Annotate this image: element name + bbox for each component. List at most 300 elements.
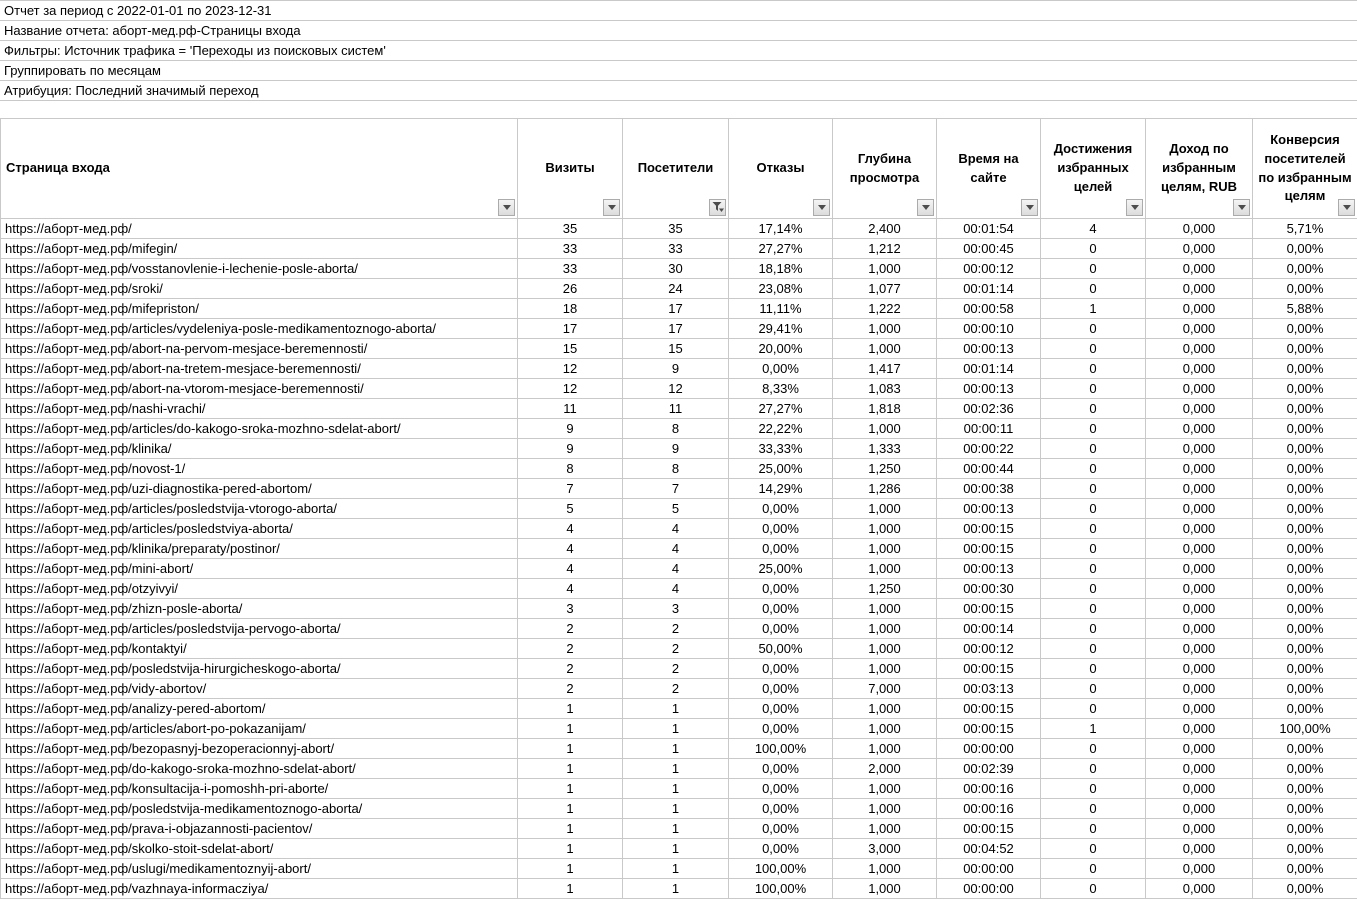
cell-goal-achievements[interactable]: 0 xyxy=(1041,819,1146,839)
cell-visits[interactable]: 4 xyxy=(518,559,623,579)
cell-goal-achievements[interactable]: 0 xyxy=(1041,759,1146,779)
cell-goal-conversion[interactable]: 0,00% xyxy=(1253,779,1357,799)
cell-bounces[interactable]: 22,22% xyxy=(729,419,833,439)
cell-bounces[interactable]: 0,00% xyxy=(729,759,833,779)
cell-bounces[interactable]: 11,11% xyxy=(729,299,833,319)
cell-entry-page[interactable]: https://аборт-мед.рф/articles/vydeleniya-posle-medikamentoznogo-aborta/ xyxy=(1,319,518,339)
cell-visits[interactable]: 4 xyxy=(518,579,623,599)
cell-visitors[interactable]: 5 xyxy=(623,499,729,519)
cell-goal-revenue[interactable]: 0,000 xyxy=(1146,639,1253,659)
cell-goal-achievements[interactable]: 4 xyxy=(1041,219,1146,239)
cell-goal-revenue[interactable]: 0,000 xyxy=(1146,659,1253,679)
cell-visitors[interactable]: 2 xyxy=(623,679,729,699)
cell-goal-revenue[interactable]: 0,000 xyxy=(1146,459,1253,479)
report-attribution-cell[interactable]: Атрибуция: Последний значимый переход xyxy=(0,81,1357,101)
cell-goal-revenue[interactable]: 0,000 xyxy=(1146,819,1253,839)
filter-button-view-depth[interactable] xyxy=(917,199,934,216)
cell-entry-page[interactable]: https://аборт-мед.рф/klinika/ xyxy=(1,439,518,459)
cell-goal-conversion[interactable]: 0,00% xyxy=(1253,799,1357,819)
cell-visits[interactable]: 4 xyxy=(518,539,623,559)
cell-visitors[interactable]: 4 xyxy=(623,579,729,599)
cell-view-depth[interactable]: 1,000 xyxy=(833,639,937,659)
cell-goal-achievements[interactable]: 0 xyxy=(1041,619,1146,639)
cell-time-on-site[interactable]: 00:01:14 xyxy=(937,279,1041,299)
cell-goal-achievements[interactable]: 0 xyxy=(1041,639,1146,659)
cell-time-on-site[interactable]: 00:00:15 xyxy=(937,719,1041,739)
cell-goal-revenue[interactable]: 0,000 xyxy=(1146,259,1253,279)
cell-view-depth[interactable]: 1,333 xyxy=(833,439,937,459)
cell-view-depth[interactable]: 1,818 xyxy=(833,399,937,419)
cell-bounces[interactable]: 8,33% xyxy=(729,379,833,399)
column-header-entry-page[interactable] xyxy=(1,119,518,219)
cell-goal-conversion[interactable]: 0,00% xyxy=(1253,439,1357,459)
cell-view-depth[interactable]: 1,000 xyxy=(833,659,937,679)
cell-goal-conversion[interactable]: 5,71% xyxy=(1253,219,1357,239)
cell-visits[interactable]: 5 xyxy=(518,499,623,519)
cell-visitors[interactable]: 9 xyxy=(623,439,729,459)
cell-visitors[interactable]: 11 xyxy=(623,399,729,419)
cell-view-depth[interactable]: 1,000 xyxy=(833,599,937,619)
cell-goal-achievements[interactable]: 0 xyxy=(1041,859,1146,879)
cell-time-on-site[interactable]: 00:00:13 xyxy=(937,379,1041,399)
cell-bounces[interactable]: 50,00% xyxy=(729,639,833,659)
cell-time-on-site[interactable]: 00:00:45 xyxy=(937,239,1041,259)
cell-goal-conversion[interactable]: 0,00% xyxy=(1253,579,1357,599)
cell-visitors[interactable]: 15 xyxy=(623,339,729,359)
column-header-goal-conversion[interactable] xyxy=(1253,119,1357,219)
cell-visits[interactable]: 8 xyxy=(518,459,623,479)
cell-time-on-site[interactable]: 00:00:44 xyxy=(937,459,1041,479)
cell-bounces[interactable]: 0,00% xyxy=(729,599,833,619)
cell-goal-achievements[interactable]: 0 xyxy=(1041,599,1146,619)
cell-visits[interactable]: 1 xyxy=(518,719,623,739)
cell-goal-achievements[interactable]: 1 xyxy=(1041,719,1146,739)
cell-goal-revenue[interactable]: 0,000 xyxy=(1146,799,1253,819)
cell-view-depth[interactable]: 3,000 xyxy=(833,839,937,859)
cell-entry-page[interactable]: https://аборт-мед.рф/mini-abort/ xyxy=(1,559,518,579)
cell-goal-conversion[interactable]: 0,00% xyxy=(1253,859,1357,879)
cell-time-on-site[interactable]: 00:00:13 xyxy=(937,559,1041,579)
report-period-cell[interactable]: Отчет за период с 2022-01-01 по 2023-12-31 xyxy=(0,0,1357,21)
cell-time-on-site[interactable]: 00:00:15 xyxy=(937,659,1041,679)
cell-view-depth[interactable]: 1,000 xyxy=(833,619,937,639)
cell-visits[interactable]: 12 xyxy=(518,359,623,379)
cell-goal-revenue[interactable]: 0,000 xyxy=(1146,539,1253,559)
cell-entry-page[interactable]: https://аборт-мед.рф/mifepriston/ xyxy=(1,299,518,319)
filter-button-goal-conversion[interactable] xyxy=(1338,199,1355,216)
report-grouping-cell[interactable]: Группировать по месяцам xyxy=(0,61,1357,81)
cell-visitors[interactable]: 7 xyxy=(623,479,729,499)
cell-goal-revenue[interactable]: 0,000 xyxy=(1146,399,1253,419)
cell-goal-achievements[interactable]: 1 xyxy=(1041,299,1146,319)
column-header-goal-revenue[interactable] xyxy=(1146,119,1253,219)
cell-view-depth[interactable]: 1,077 xyxy=(833,279,937,299)
cell-view-depth[interactable]: 1,000 xyxy=(833,819,937,839)
cell-visitors[interactable]: 8 xyxy=(623,459,729,479)
cell-bounces[interactable]: 100,00% xyxy=(729,859,833,879)
cell-goal-conversion[interactable]: 0,00% xyxy=(1253,699,1357,719)
cell-view-depth[interactable]: 1,286 xyxy=(833,479,937,499)
cell-visits[interactable]: 7 xyxy=(518,479,623,499)
cell-bounces[interactable]: 100,00% xyxy=(729,739,833,759)
filter-button-entry-page[interactable] xyxy=(498,199,515,216)
cell-time-on-site[interactable]: 00:00:16 xyxy=(937,779,1041,799)
cell-goal-revenue[interactable]: 0,000 xyxy=(1146,479,1253,499)
cell-goal-conversion[interactable]: 0,00% xyxy=(1253,599,1357,619)
column-header-visitors[interactable] xyxy=(623,119,729,219)
cell-bounces[interactable]: 25,00% xyxy=(729,559,833,579)
cell-visits[interactable]: 2 xyxy=(518,679,623,699)
cell-goal-revenue[interactable]: 0,000 xyxy=(1146,679,1253,699)
cell-goal-achievements[interactable]: 0 xyxy=(1041,559,1146,579)
cell-visits[interactable]: 1 xyxy=(518,839,623,859)
cell-goal-achievements[interactable]: 0 xyxy=(1041,339,1146,359)
cell-goal-achievements[interactable]: 0 xyxy=(1041,799,1146,819)
cell-time-on-site[interactable]: 00:00:00 xyxy=(937,859,1041,879)
cell-goal-achievements[interactable]: 0 xyxy=(1041,679,1146,699)
cell-bounces[interactable]: 0,00% xyxy=(729,679,833,699)
cell-time-on-site[interactable]: 00:02:36 xyxy=(937,399,1041,419)
cell-goal-conversion[interactable]: 0,00% xyxy=(1253,459,1357,479)
cell-visitors[interactable]: 2 xyxy=(623,619,729,639)
cell-bounces[interactable]: 0,00% xyxy=(729,699,833,719)
cell-visits[interactable]: 1 xyxy=(518,799,623,819)
cell-goal-achievements[interactable]: 0 xyxy=(1041,359,1146,379)
cell-goal-conversion[interactable]: 0,00% xyxy=(1253,279,1357,299)
cell-visits[interactable]: 1 xyxy=(518,759,623,779)
filter-button-visitors[interactable] xyxy=(709,199,726,216)
column-header-goal-achievements[interactable] xyxy=(1041,119,1146,219)
cell-goal-conversion[interactable]: 0,00% xyxy=(1253,319,1357,339)
cell-visitors[interactable]: 1 xyxy=(623,839,729,859)
cell-bounces[interactable]: 29,41% xyxy=(729,319,833,339)
cell-goal-revenue[interactable]: 0,000 xyxy=(1146,759,1253,779)
cell-visitors[interactable]: 1 xyxy=(623,699,729,719)
cell-entry-page[interactable]: https://аборт-мед.рф/ xyxy=(1,219,518,239)
cell-goal-conversion[interactable]: 0,00% xyxy=(1253,259,1357,279)
cell-view-depth[interactable]: 2,400 xyxy=(833,219,937,239)
cell-entry-page[interactable]: https://аборт-мед.рф/do-kakogo-sroka-mozhno-sdelat-abort/ xyxy=(1,759,518,779)
cell-goal-conversion[interactable]: 0,00% xyxy=(1253,419,1357,439)
cell-entry-page[interactable]: https://аборт-мед.рф/articles/abort-po-pokazanijam/ xyxy=(1,719,518,739)
cell-goal-conversion[interactable]: 0,00% xyxy=(1253,679,1357,699)
cell-view-depth[interactable]: 1,083 xyxy=(833,379,937,399)
cell-goal-conversion[interactable]: 5,88% xyxy=(1253,299,1357,319)
cell-time-on-site[interactable]: 00:03:13 xyxy=(937,679,1041,699)
cell-visitors[interactable]: 3 xyxy=(623,599,729,619)
cell-entry-page[interactable]: https://аборт-мед.рф/otzyivyi/ xyxy=(1,579,518,599)
cell-entry-page[interactable]: https://аборт-мед.рф/articles/posledstvija-pervogo-aborta/ xyxy=(1,619,518,639)
cell-visits[interactable]: 1 xyxy=(518,779,623,799)
cell-goal-achievements[interactable]: 0 xyxy=(1041,499,1146,519)
cell-view-depth[interactable]: 2,000 xyxy=(833,759,937,779)
cell-goal-revenue[interactable]: 0,000 xyxy=(1146,219,1253,239)
cell-visitors[interactable]: 4 xyxy=(623,539,729,559)
cell-goal-conversion[interactable]: 0,00% xyxy=(1253,359,1357,379)
cell-goal-revenue[interactable]: 0,000 xyxy=(1146,239,1253,259)
cell-entry-page[interactable]: https://аборт-мед.рф/vosstanovlenie-i-lechenie-posle-aborta/ xyxy=(1,259,518,279)
column-header-bounces[interactable] xyxy=(729,119,833,219)
cell-view-depth[interactable]: 1,000 xyxy=(833,739,937,759)
cell-goal-revenue[interactable]: 0,000 xyxy=(1146,779,1253,799)
cell-visits[interactable]: 12 xyxy=(518,379,623,399)
cell-entry-page[interactable]: https://аборт-мед.рф/sroki/ xyxy=(1,279,518,299)
cell-goal-conversion[interactable]: 0,00% xyxy=(1253,819,1357,839)
cell-entry-page[interactable]: https://аборт-мед.рф/articles/posledstviya-aborta/ xyxy=(1,519,518,539)
cell-goal-achievements[interactable]: 0 xyxy=(1041,439,1146,459)
cell-goal-conversion[interactable]: 0,00% xyxy=(1253,519,1357,539)
cell-entry-page[interactable]: https://аборт-мед.рф/uslugi/medikamentoznyij-abort/ xyxy=(1,859,518,879)
cell-entry-page[interactable]: https://аборт-мед.рф/posledstvija-medikamentoznogo-aborta/ xyxy=(1,799,518,819)
cell-goal-revenue[interactable]: 0,000 xyxy=(1146,619,1253,639)
cell-time-on-site[interactable]: 00:00:10 xyxy=(937,319,1041,339)
cell-time-on-site[interactable]: 00:00:38 xyxy=(937,479,1041,499)
cell-goal-conversion[interactable]: 0,00% xyxy=(1253,379,1357,399)
cell-view-depth[interactable]: 1,250 xyxy=(833,579,937,599)
cell-goal-revenue[interactable]: 0,000 xyxy=(1146,739,1253,759)
cell-entry-page[interactable]: https://аборт-мед.рф/skolko-stoit-sdelat-abort/ xyxy=(1,839,518,859)
cell-goal-revenue[interactable]: 0,000 xyxy=(1146,379,1253,399)
cell-entry-page[interactable]: https://аборт-мед.рф/uzi-diagnostika-pered-abortom/ xyxy=(1,479,518,499)
cell-goal-achievements[interactable]: 0 xyxy=(1041,839,1146,859)
cell-time-on-site[interactable]: 00:01:54 xyxy=(937,219,1041,239)
cell-goal-revenue[interactable]: 0,000 xyxy=(1146,299,1253,319)
cell-bounces[interactable]: 0,00% xyxy=(729,539,833,559)
cell-time-on-site[interactable]: 00:02:39 xyxy=(937,759,1041,779)
cell-bounces[interactable]: 25,00% xyxy=(729,459,833,479)
cell-goal-achievements[interactable]: 0 xyxy=(1041,739,1146,759)
cell-visits[interactable]: 35 xyxy=(518,219,623,239)
cell-goal-achievements[interactable]: 0 xyxy=(1041,519,1146,539)
cell-view-depth[interactable]: 1,417 xyxy=(833,359,937,379)
cell-view-depth[interactable]: 1,000 xyxy=(833,779,937,799)
cell-visits[interactable]: 9 xyxy=(518,439,623,459)
cell-visitors[interactable]: 17 xyxy=(623,319,729,339)
cell-time-on-site[interactable]: 00:00:12 xyxy=(937,259,1041,279)
cell-view-depth[interactable]: 1,250 xyxy=(833,459,937,479)
cell-bounces[interactable]: 0,00% xyxy=(729,659,833,679)
cell-visitors[interactable]: 1 xyxy=(623,739,729,759)
cell-bounces[interactable]: 0,00% xyxy=(729,819,833,839)
cell-goal-revenue[interactable]: 0,000 xyxy=(1146,579,1253,599)
cell-visits[interactable]: 18 xyxy=(518,299,623,319)
cell-time-on-site[interactable]: 00:00:58 xyxy=(937,299,1041,319)
cell-goal-conversion[interactable]: 0,00% xyxy=(1253,759,1357,779)
cell-bounces[interactable]: 0,00% xyxy=(729,499,833,519)
cell-bounces[interactable]: 27,27% xyxy=(729,399,833,419)
cell-visits[interactable]: 26 xyxy=(518,279,623,299)
cell-entry-page[interactable]: https://аборт-мед.рф/kontaktyi/ xyxy=(1,639,518,659)
cell-view-depth[interactable]: 1,000 xyxy=(833,719,937,739)
cell-visitors[interactable]: 4 xyxy=(623,519,729,539)
cell-bounces[interactable]: 23,08% xyxy=(729,279,833,299)
cell-entry-page[interactable]: https://аборт-мед.рф/vidy-abortov/ xyxy=(1,679,518,699)
cell-visits[interactable]: 9 xyxy=(518,419,623,439)
cell-visitors[interactable]: 1 xyxy=(623,879,729,899)
cell-goal-achievements[interactable]: 0 xyxy=(1041,479,1146,499)
cell-visits[interactable]: 33 xyxy=(518,259,623,279)
cell-bounces[interactable]: 0,00% xyxy=(729,719,833,739)
cell-goal-revenue[interactable]: 0,000 xyxy=(1146,439,1253,459)
cell-goal-revenue[interactable]: 0,000 xyxy=(1146,359,1253,379)
cell-visitors[interactable]: 1 xyxy=(623,719,729,739)
cell-bounces[interactable]: 0,00% xyxy=(729,839,833,859)
cell-goal-conversion[interactable]: 0,00% xyxy=(1253,639,1357,659)
filter-button-time-on-site[interactable] xyxy=(1021,199,1038,216)
cell-visits[interactable]: 1 xyxy=(518,819,623,839)
cell-goal-achievements[interactable]: 0 xyxy=(1041,699,1146,719)
cell-goal-achievements[interactable]: 0 xyxy=(1041,459,1146,479)
cell-goal-conversion[interactable]: 0,00% xyxy=(1253,739,1357,759)
cell-visits[interactable]: 1 xyxy=(518,699,623,719)
cell-bounces[interactable]: 33,33% xyxy=(729,439,833,459)
cell-goal-achievements[interactable]: 0 xyxy=(1041,379,1146,399)
cell-goal-revenue[interactable]: 0,000 xyxy=(1146,839,1253,859)
cell-goal-conversion[interactable]: 0,00% xyxy=(1253,239,1357,259)
cell-goal-conversion[interactable]: 0,00% xyxy=(1253,619,1357,639)
cell-entry-page[interactable]: https://аборт-мед.рф/analizy-pered-abortom/ xyxy=(1,699,518,719)
cell-goal-revenue[interactable]: 0,000 xyxy=(1146,519,1253,539)
cell-entry-page[interactable]: https://аборт-мед.рф/mifegin/ xyxy=(1,239,518,259)
cell-goal-revenue[interactable]: 0,000 xyxy=(1146,279,1253,299)
filter-button-bounces[interactable] xyxy=(813,199,830,216)
cell-goal-conversion[interactable]: 0,00% xyxy=(1253,339,1357,359)
cell-time-on-site[interactable]: 00:00:14 xyxy=(937,619,1041,639)
cell-time-on-site[interactable]: 00:00:15 xyxy=(937,519,1041,539)
cell-view-depth[interactable]: 1,000 xyxy=(833,519,937,539)
cell-view-depth[interactable]: 1,000 xyxy=(833,499,937,519)
filter-button-goal-achievements[interactable] xyxy=(1126,199,1143,216)
cell-bounces[interactable]: 20,00% xyxy=(729,339,833,359)
cell-visitors[interactable]: 1 xyxy=(623,759,729,779)
cell-goal-achievements[interactable]: 0 xyxy=(1041,399,1146,419)
cell-entry-page[interactable]: https://аборт-мед.рф/abort-na-vtorom-mesjace-beremennosti/ xyxy=(1,379,518,399)
cell-goal-conversion[interactable]: 0,00% xyxy=(1253,499,1357,519)
cell-time-on-site[interactable]: 00:00:30 xyxy=(937,579,1041,599)
cell-entry-page[interactable]: https://аборт-мед.рф/abort-na-tretem-mesjace-beremennosti/ xyxy=(1,359,518,379)
cell-visits[interactable]: 2 xyxy=(518,659,623,679)
cell-entry-page[interactable]: https://аборт-мед.рф/articles/posledstvija-vtorogo-aborta/ xyxy=(1,499,518,519)
cell-bounces[interactable]: 14,29% xyxy=(729,479,833,499)
cell-visits[interactable]: 1 xyxy=(518,859,623,879)
cell-time-on-site[interactable]: 00:00:13 xyxy=(937,499,1041,519)
cell-visits[interactable]: 4 xyxy=(518,519,623,539)
cell-time-on-site[interactable]: 00:00:15 xyxy=(937,599,1041,619)
cell-time-on-site[interactable]: 00:00:11 xyxy=(937,419,1041,439)
cell-visitors[interactable]: 35 xyxy=(623,219,729,239)
cell-visitors[interactable]: 2 xyxy=(623,659,729,679)
cell-visits[interactable]: 2 xyxy=(518,619,623,639)
cell-goal-conversion[interactable]: 0,00% xyxy=(1253,879,1357,899)
cell-bounces[interactable]: 17,14% xyxy=(729,219,833,239)
cell-entry-page[interactable]: https://аборт-мед.рф/articles/do-kakogo-sroka-mozhno-sdelat-abort/ xyxy=(1,419,518,439)
cell-visits[interactable]: 1 xyxy=(518,739,623,759)
cell-goal-conversion[interactable]: 0,00% xyxy=(1253,559,1357,579)
cell-visitors[interactable]: 1 xyxy=(623,779,729,799)
cell-entry-page[interactable]: https://аборт-мед.рф/klinika/preparaty/postinor/ xyxy=(1,539,518,559)
report-filters-cell[interactable]: Фильтры: Источник трафика = 'Переходы из поисковых систем' xyxy=(0,41,1357,61)
cell-entry-page[interactable]: https://аборт-мед.рф/abort-na-pervom-mesjace-beremennosti/ xyxy=(1,339,518,359)
cell-bounces[interactable]: 27,27% xyxy=(729,239,833,259)
cell-entry-page[interactable]: https://аборт-мед.рф/vazhnaya-informacziya/ xyxy=(1,879,518,899)
cell-goal-revenue[interactable]: 0,000 xyxy=(1146,599,1253,619)
cell-goal-conversion[interactable]: 0,00% xyxy=(1253,659,1357,679)
cell-goal-conversion[interactable]: 100,00% xyxy=(1253,719,1357,739)
cell-entry-page[interactable]: https://аборт-мед.рф/zhizn-posle-aborta/ xyxy=(1,599,518,619)
cell-visitors[interactable]: 24 xyxy=(623,279,729,299)
cell-bounces[interactable]: 0,00% xyxy=(729,779,833,799)
cell-bounces[interactable]: 0,00% xyxy=(729,799,833,819)
cell-view-depth[interactable]: 1,000 xyxy=(833,539,937,559)
column-header-visits[interactable] xyxy=(518,119,623,219)
cell-goal-achievements[interactable]: 0 xyxy=(1041,579,1146,599)
cell-visitors[interactable]: 1 xyxy=(623,799,729,819)
cell-entry-page[interactable]: https://аборт-мед.рф/nashi-vrachi/ xyxy=(1,399,518,419)
cell-view-depth[interactable]: 1,222 xyxy=(833,299,937,319)
cell-time-on-site[interactable]: 00:00:15 xyxy=(937,699,1041,719)
column-header-time-on-site[interactable] xyxy=(937,119,1041,219)
cell-visits[interactable]: 11 xyxy=(518,399,623,419)
cell-visitors[interactable]: 9 xyxy=(623,359,729,379)
cell-goal-conversion[interactable]: 0,00% xyxy=(1253,539,1357,559)
cell-visitors[interactable]: 12 xyxy=(623,379,729,399)
cell-time-on-site[interactable]: 00:00:00 xyxy=(937,739,1041,759)
cell-entry-page[interactable]: https://аборт-мед.рф/konsultacija-i-pomoshh-pri-aborte/ xyxy=(1,779,518,799)
cell-entry-page[interactable]: https://аборт-мед.рф/prava-i-objazannosti-pacientov/ xyxy=(1,819,518,839)
filter-button-visits[interactable] xyxy=(603,199,620,216)
cell-goal-revenue[interactable]: 0,000 xyxy=(1146,859,1253,879)
cell-view-depth[interactable]: 1,000 xyxy=(833,879,937,899)
cell-time-on-site[interactable]: 00:00:22 xyxy=(937,439,1041,459)
cell-visits[interactable]: 17 xyxy=(518,319,623,339)
cell-visitors[interactable]: 4 xyxy=(623,559,729,579)
cell-goal-achievements[interactable]: 0 xyxy=(1041,879,1146,899)
cell-entry-page[interactable]: https://аборт-мед.рф/novost-1/ xyxy=(1,459,518,479)
cell-visitors[interactable]: 2 xyxy=(623,639,729,659)
cell-visitors[interactable]: 33 xyxy=(623,239,729,259)
cell-visitors[interactable]: 8 xyxy=(623,419,729,439)
cell-visits[interactable]: 15 xyxy=(518,339,623,359)
cell-goal-conversion[interactable]: 0,00% xyxy=(1253,399,1357,419)
cell-visitors[interactable]: 30 xyxy=(623,259,729,279)
cell-time-on-site[interactable]: 00:00:16 xyxy=(937,799,1041,819)
cell-goal-achievements[interactable]: 0 xyxy=(1041,239,1146,259)
cell-visitors[interactable]: 1 xyxy=(623,859,729,879)
cell-goal-achievements[interactable]: 0 xyxy=(1041,659,1146,679)
cell-view-depth[interactable]: 1,000 xyxy=(833,559,937,579)
cell-bounces[interactable]: 18,18% xyxy=(729,259,833,279)
cell-goal-revenue[interactable]: 0,000 xyxy=(1146,419,1253,439)
cell-view-depth[interactable]: 1,000 xyxy=(833,319,937,339)
cell-goal-achievements[interactable]: 0 xyxy=(1041,279,1146,299)
cell-visits[interactable]: 33 xyxy=(518,239,623,259)
cell-entry-page[interactable]: https://аборт-мед.рф/posledstvija-hirurgicheskogo-aborta/ xyxy=(1,659,518,679)
cell-goal-achievements[interactable]: 0 xyxy=(1041,259,1146,279)
cell-bounces[interactable]: 100,00% xyxy=(729,879,833,899)
cell-time-on-site[interactable]: 00:00:12 xyxy=(937,639,1041,659)
cell-goal-revenue[interactable]: 0,000 xyxy=(1146,499,1253,519)
cell-time-on-site[interactable]: 00:00:15 xyxy=(937,819,1041,839)
cell-goal-achievements[interactable]: 0 xyxy=(1041,419,1146,439)
cell-visits[interactable]: 1 xyxy=(518,879,623,899)
cell-view-depth[interactable]: 1,000 xyxy=(833,699,937,719)
cell-bounces[interactable]: 0,00% xyxy=(729,619,833,639)
cell-visits[interactable]: 2 xyxy=(518,639,623,659)
cell-goal-revenue[interactable]: 0,000 xyxy=(1146,879,1253,899)
cell-goal-revenue[interactable]: 0,000 xyxy=(1146,319,1253,339)
cell-goal-achievements[interactable]: 0 xyxy=(1041,779,1146,799)
cell-entry-page[interactable]: https://аборт-мед.рф/bezopasnyj-bezoperacionnyj-abort/ xyxy=(1,739,518,759)
